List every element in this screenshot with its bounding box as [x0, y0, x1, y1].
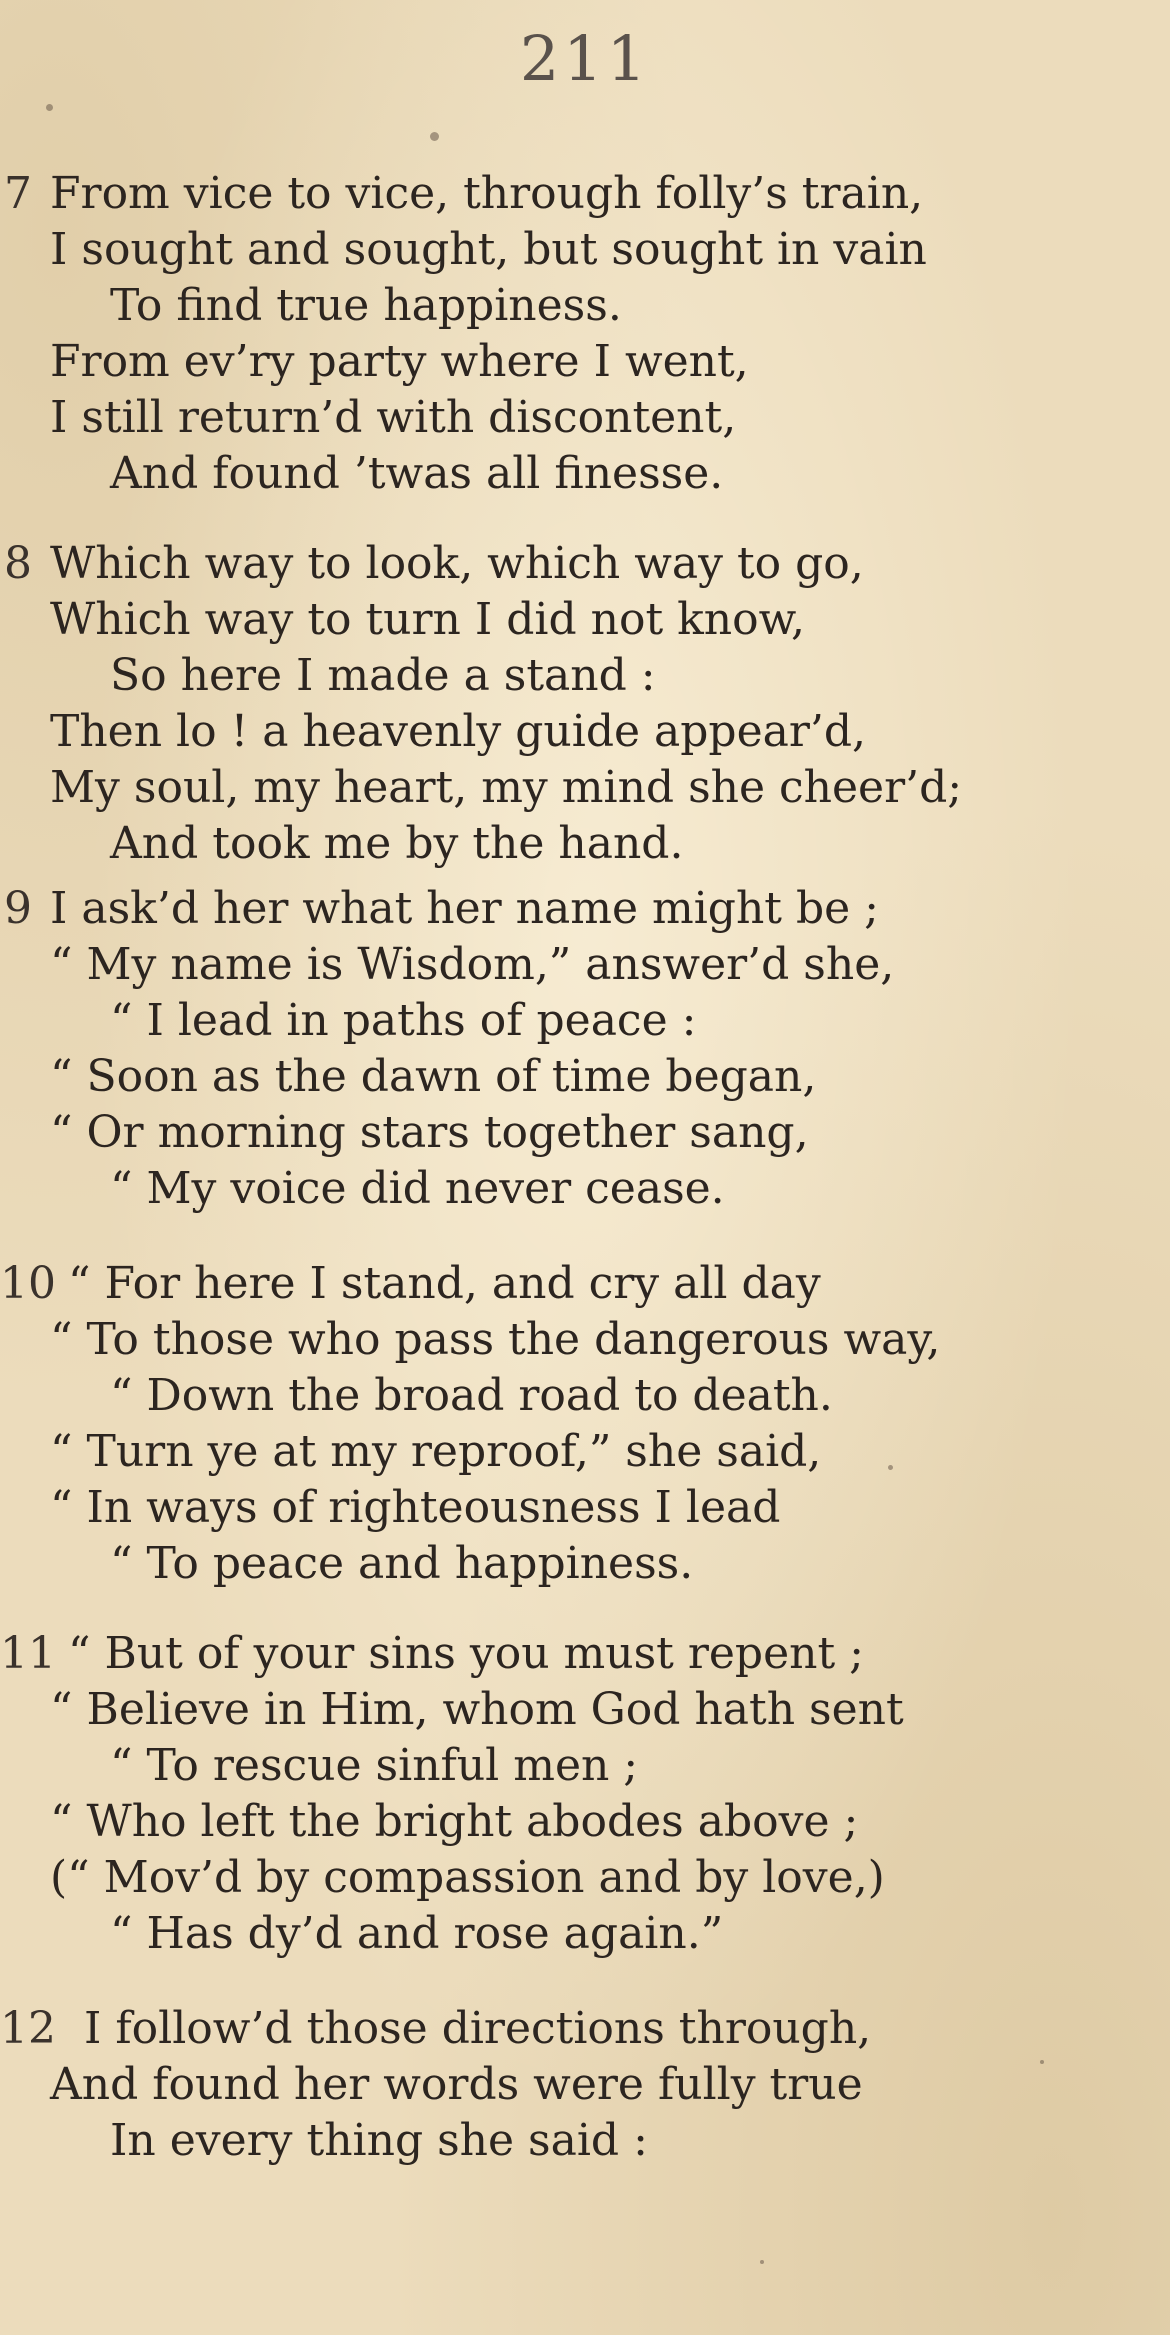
paper-speck — [888, 1465, 893, 1470]
verse-line: I sought and sought, but sought in vain — [50, 224, 927, 275]
verse-line: So here I made a stand : — [110, 650, 656, 701]
verse-line: To find true happiness. — [110, 280, 622, 331]
stanza-number: 7 — [4, 168, 32, 219]
stanza-number: 10 — [0, 1258, 56, 1309]
verse-line: “ Soon as the dawn of time began, — [50, 1051, 817, 1102]
verse-line: “ To peace and happiness. — [110, 1538, 694, 1589]
verse-line: “ Has dy’d and rose again.” — [110, 1908, 724, 1959]
verse-line: Which way to turn I did not know, — [50, 594, 806, 645]
verse-line: I follow’d those directions through, — [84, 2003, 872, 2054]
verse-line: “ I lead in paths of peace : — [110, 995, 697, 1046]
verse-line: My soul, my heart, my mind she cheer’d; — [50, 762, 963, 813]
stanza-number: 8 — [4, 538, 32, 589]
paper-speck — [46, 104, 53, 111]
stanza-number: 12 — [0, 2003, 56, 2054]
verse-line: And found ’twas all finesse. — [110, 448, 724, 499]
verse-line: “ To those who pass the dangerous way, — [50, 1314, 941, 1365]
verse-line: I still return’d with discontent, — [50, 392, 737, 443]
stanza-number: 11 — [0, 1628, 56, 1679]
page-number: 211 — [519, 22, 651, 95]
paper-speck — [1040, 2060, 1044, 2064]
verse-line: “ Believe in Him, whom God hath sent — [50, 1684, 904, 1735]
verse-line: “ In ways of righteousness I lead — [50, 1482, 781, 1533]
verse-line: “ Turn ye at my reproof,” she said, — [50, 1426, 822, 1477]
verse-line: “ My name is Wisdom,” answer’d she, — [50, 939, 895, 990]
verse-line: “ To rescue sinful men ; — [110, 1740, 639, 1791]
paper-speck — [430, 132, 439, 141]
verse-line: From vice to vice, through folly’s train, — [50, 168, 924, 219]
verse-line: “ But of your sins you must repent ; — [68, 1628, 864, 1679]
verse-line: Then lo ! a heavenly guide appear’d, — [50, 706, 867, 757]
stanza-number: 9 — [4, 883, 32, 934]
verse-line: Which way to look, which way to go, — [50, 538, 864, 589]
verse-line: “ Or morning stars together sang, — [50, 1107, 809, 1158]
verse-line: “ Down the broad road to death. — [110, 1370, 833, 1421]
verse-line: (“ Mov’d by compassion and by love,) — [50, 1852, 885, 1903]
verse-line: “ Who left the bright abodes above ; — [50, 1796, 859, 1847]
verse-line: “ My voice did never cease. — [110, 1163, 725, 1214]
verse-line: From ev’ry party where I went, — [50, 336, 749, 387]
paper-speck — [760, 2260, 764, 2264]
verse-line: And took me by the hand. — [110, 818, 684, 869]
verse-line: In every thing she said : — [110, 2115, 648, 2166]
verse-line: “ For here I stand, and cry all day — [68, 1258, 821, 1309]
verse-line: And found her words were fully true — [50, 2059, 863, 2110]
verse-line: I ask’d her what her name might be ; — [50, 883, 879, 934]
